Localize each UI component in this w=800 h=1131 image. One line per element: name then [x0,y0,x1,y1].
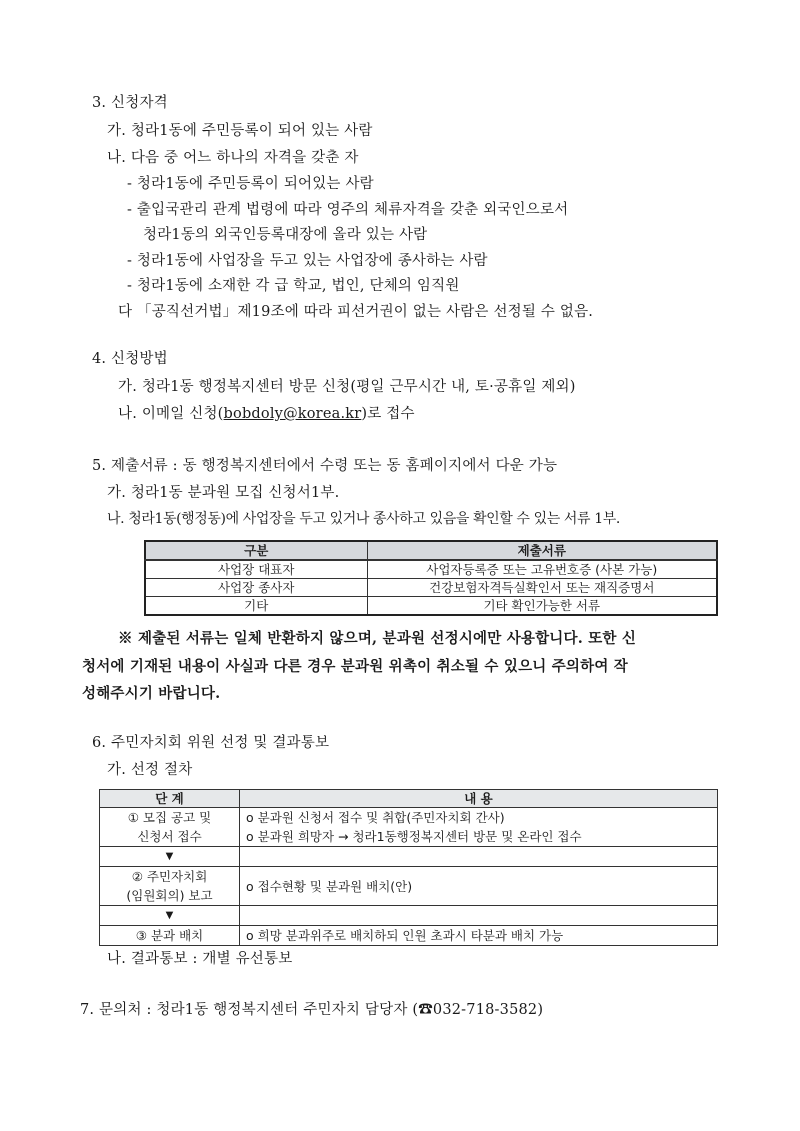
notice-line: 청서에 기재된 내용이 사실과 다른 경우 분과원 위촉이 취소될 수 있으니 주의하여 작 [82,658,629,675]
section-5-item-ga: 가. 청라1동 분과원 모집 신청서1부. [107,485,340,501]
step-label: ① 모집 공고 및 [100,808,240,828]
table-row [100,926,718,946]
table-header: 제출서류 [367,541,717,560]
email-suffix: )로 접수 [361,406,415,422]
table-row [100,808,718,828]
section-6-title: 6. 주민자치회 위원 선정 및 결과통보 [92,735,330,751]
table-cell: 사업장 대표자 [145,560,367,579]
table-row [145,597,717,616]
table-cell: 기타 확인가능한 서류 [367,597,717,616]
section-4-item-ga: 가. 청라1동 행정복지센터 방문 신청(평일 근무시간 내, 토·공휴일 제외) [118,379,576,395]
section-3-sub-item: - 청라1동에 주민등록이 되어있는 사람 [127,176,374,192]
step-label: ③ 분과 배치 [100,926,240,946]
table-row [145,579,717,597]
contact-suffix: ) [537,1002,544,1018]
arrow-row [100,847,718,867]
table-cell: 사업장 종사자 [145,579,367,597]
table-header: 구분 [145,541,367,560]
selection-procedure-table [99,789,718,946]
section-4-title: 4. 신청방법 [92,351,168,367]
section-6-item-ga: 가. 선정 절차 [107,762,193,778]
phone-icon: ☎ [418,1002,433,1018]
table-header: 단 계 [100,790,240,808]
table-header-row [145,541,717,560]
table-row [145,560,717,579]
table-cell: 기타 [145,597,367,616]
section-3-item-na: 나. 다음 중 어느 하나의 자격을 갖춘 자 [107,150,359,166]
section-5-title: 5. 제출서류 : 동 행정복지센터에서 수령 또는 동 홈페이지에서 다운 가능 [92,458,558,474]
step-label: 신청서 접수 [100,827,240,847]
down-arrow-icon: ▼ [100,906,240,926]
arrow-row [100,906,718,926]
contact-prefix: 7. 문의처 : 청라1동 행정복지센터 주민자치 담당자 ( [80,1002,419,1018]
empty-cell [240,847,718,867]
down-arrow-icon: ▼ [100,847,240,867]
section-5-item-na: 나. 청라1동(행정동)에 사업장을 두고 있거나 종사하고 있음을 확인할 수 있는 서류 1부. [107,511,620,527]
section-3-sub-item: - 출입국관리 관계 법령에 따라 영주의 체류자격을 갖춘 외국인으로서 [127,202,569,218]
step-label: (임원회의) 보고 [100,886,240,906]
section-3-item-da: 다 「공직선거법」제19조에 따라 피선거권이 없는 사람은 선정될 수 없음. [118,304,594,320]
section-4-item-na [118,404,415,424]
documents-table [144,540,718,616]
notice-line: 성해주시기 바랍니다. [82,685,221,702]
section-3-sub-item: 청라1동의 외국인등록대장에 올라 있는 사람 [143,227,428,243]
table-row [100,867,718,887]
step-content: o 희망 분과위주로 배치하되 인원 초과시 타분과 배치 가능 [240,926,718,946]
step-label: ② 주민자치회 [100,867,240,887]
step-content: o 분과원 신청서 접수 및 취합(주민자치회 간사) [240,808,718,828]
table-row [100,827,718,847]
notice-line: ※ 제출된 서류는 일체 반환하지 않으며, 분과원 선정시에만 사용합니다. 또한 신 [118,630,637,647]
section-3-sub-item: - 청라1동에 사업장을 두고 있는 사업장에 종사하는 사람 [127,253,488,269]
table-cell: 건강보험자격득실확인서 또는 재직증명서 [367,579,717,597]
table-header-row [100,790,718,808]
table-cell: 사업자등록증 또는 고유번호증 (사본 가능) [367,560,717,579]
section-3-sub-item: - 청라1동에 소재한 각 급 학교, 법인, 단체의 임직원 [127,278,460,294]
section-6-item-na: 나. 결과통보 : 개별 유선통보 [107,951,293,967]
phone-number: 032-718-3582 [432,1002,538,1018]
step-content: o 접수현황 및 분과원 배치(안) [240,867,718,906]
section-3-title: 3. 신청자격 [92,95,168,111]
email-prefix: 나. 이메일 신청( [118,406,224,422]
table-header: 내 용 [240,790,718,808]
step-content: o 분과원 희망자 → 청라1동행정복지센터 방문 및 온라인 접수 [240,827,718,847]
email-link[interactable]: bobdoly@korea.kr [223,406,362,422]
section-7-contact [80,1000,543,1020]
empty-cell [240,906,718,926]
section-3-item-ga: 가. 청라1동에 주민등록이 되어 있는 사람 [107,123,373,139]
